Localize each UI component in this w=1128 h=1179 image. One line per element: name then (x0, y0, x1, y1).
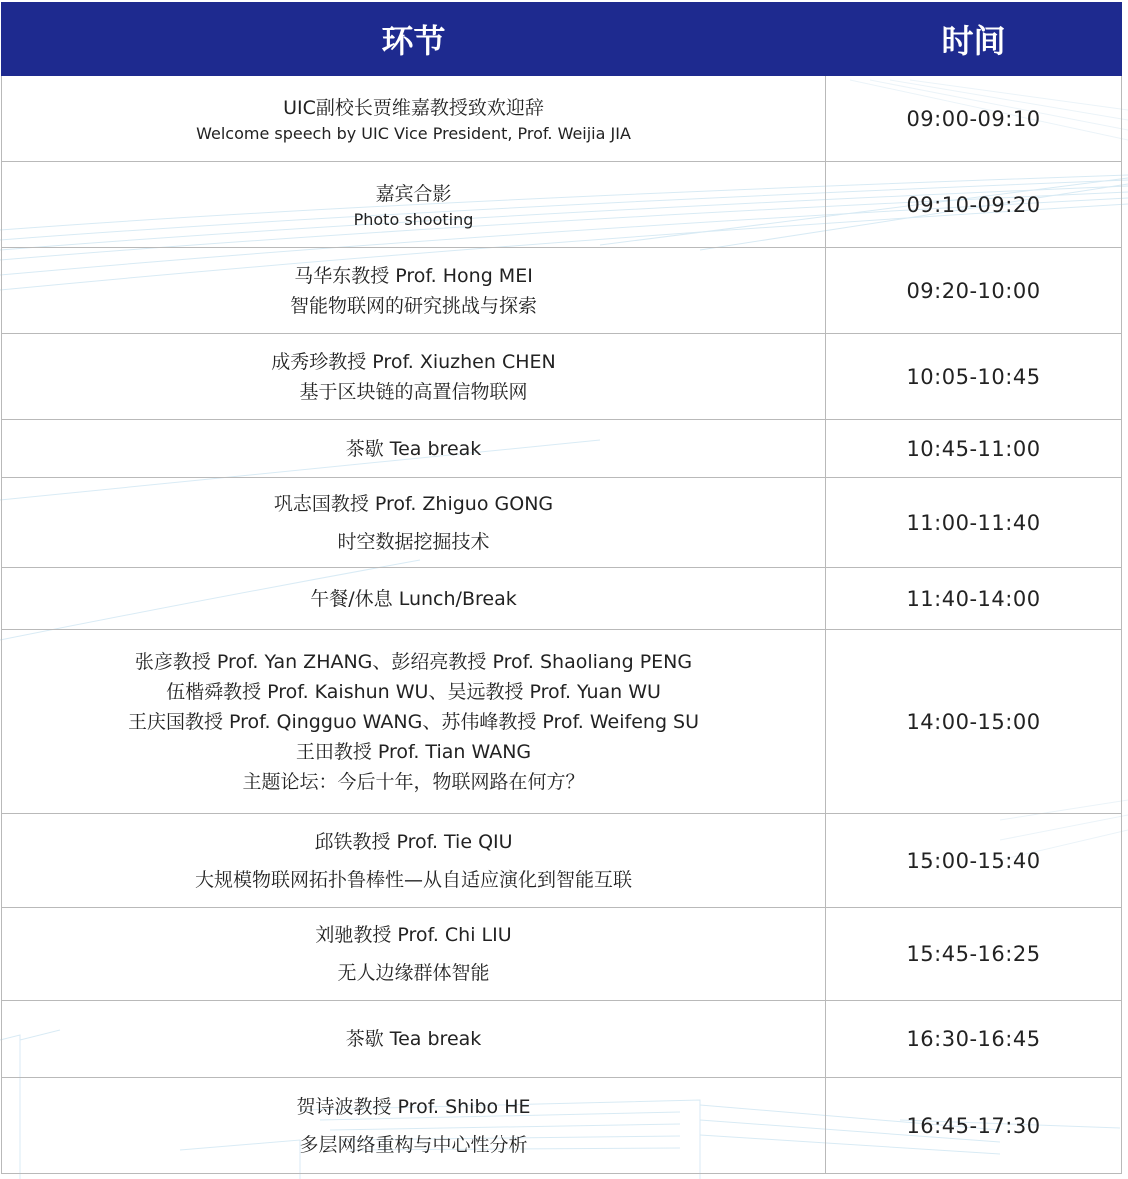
break-label: 午餐/休息 Lunch/Break (310, 587, 517, 610)
session-cell (2, 334, 826, 420)
session-title: UIC副校长贾维嘉教授致欢迎辞 (283, 96, 544, 119)
session-cell (2, 478, 826, 568)
time-cell: 09:20-10:00 (826, 248, 1122, 334)
time-column-header: 时间 (826, 3, 1122, 76)
table-header-row (2, 3, 1122, 76)
session-subtitle: Photo shooting (353, 209, 474, 229)
session-cell (2, 568, 826, 630)
panelist-line: 王田教授 Prof. Tian WANG (295, 740, 532, 763)
time-cell: 16:45-17:30 (826, 1078, 1122, 1174)
table-row (2, 630, 1122, 814)
session-subtitle: Welcome speech by UIC Vice President, Prof. Weijia JIA (196, 123, 631, 143)
time-cell: 10:45-11:00 (826, 420, 1122, 478)
session-cell (2, 1001, 826, 1078)
panelist-line: 伍楷舜教授 Prof. Kaishun WU、吴远教授 Prof. Yuan WU (166, 680, 661, 703)
break-label: 茶歇 Tea break (345, 1028, 482, 1050)
session-cell (2, 908, 826, 1001)
table-row (2, 334, 1122, 420)
speaker-name: 邱铁教授 Prof. Tie QIU (314, 830, 513, 853)
speaker-name: 成秀珍教授 Prof. Xiuzhen CHEN (271, 350, 556, 373)
talk-title: 无人边缘群体智能 (337, 962, 490, 984)
panel-topic: 主题论坛：今后十年，物联网路在何方？ (242, 770, 585, 793)
speaker-name: 马华东教授 Prof. Hong MEI (294, 264, 533, 287)
time-cell: 14:00-15:00 (826, 630, 1122, 814)
speaker-name: 巩志国教授 Prof. Zhiguo GONG (273, 492, 554, 515)
talk-title: 时空数据挖掘技术 (337, 530, 490, 553)
time-cell: 10:05-10:45 (826, 334, 1122, 420)
session-cell (2, 248, 826, 334)
table-row (2, 814, 1122, 908)
session-cell (2, 1078, 826, 1174)
speaker-name: 刘驰教授 Prof. Chi LIU (315, 924, 512, 946)
session-cell (2, 814, 826, 908)
table-row (2, 76, 1122, 162)
panelist-line: 张彦教授 Prof. Yan ZHANG、彭绍亮教授 Prof. Shaoliang PENG (134, 650, 693, 673)
time-cell: 09:00-09:10 (826, 76, 1122, 162)
table-row (2, 1001, 1122, 1078)
agenda-table (1, 2, 1122, 1174)
table-row (2, 1078, 1122, 1174)
table-row (2, 908, 1122, 1001)
talk-title: 大规模物联网拓扑鲁棒性—从自适应演化到智能互联 (194, 868, 632, 891)
session-title: 嘉宾合影 (375, 182, 452, 205)
table-row (2, 478, 1122, 568)
session-cell (2, 76, 826, 162)
talk-title: 多层网络重构与中心性分析 (299, 1133, 528, 1156)
break-label: 茶歇 Tea break (345, 437, 482, 460)
session-column-header: 环节 (2, 3, 826, 76)
time-cell: 15:00-15:40 (826, 814, 1122, 908)
speaker-name: 贺诗波教授 Prof. Shibo HE (296, 1095, 531, 1118)
panelist-line: 王庆国教授 Prof. Qingguo WANG、苏伟峰教授 Prof. Weifeng SU (127, 710, 700, 733)
time-cell: 11:40-14:00 (826, 568, 1122, 630)
talk-title: 智能物联网的研究挑战与探索 (289, 294, 537, 317)
session-cell (2, 162, 826, 248)
time-cell: 16:30-16:45 (826, 1001, 1122, 1078)
session-cell (2, 420, 826, 478)
talk-title: 基于区块链的高置信物联网 (299, 380, 528, 403)
time-cell: 15:45-16:25 (826, 908, 1122, 1001)
table-row (2, 568, 1122, 630)
table-row (2, 420, 1122, 478)
table-row (2, 248, 1122, 334)
table-row (2, 162, 1122, 248)
session-cell (2, 630, 826, 814)
time-cell: 09:10-09:20 (826, 162, 1122, 248)
time-cell: 11:00-11:40 (826, 478, 1122, 568)
